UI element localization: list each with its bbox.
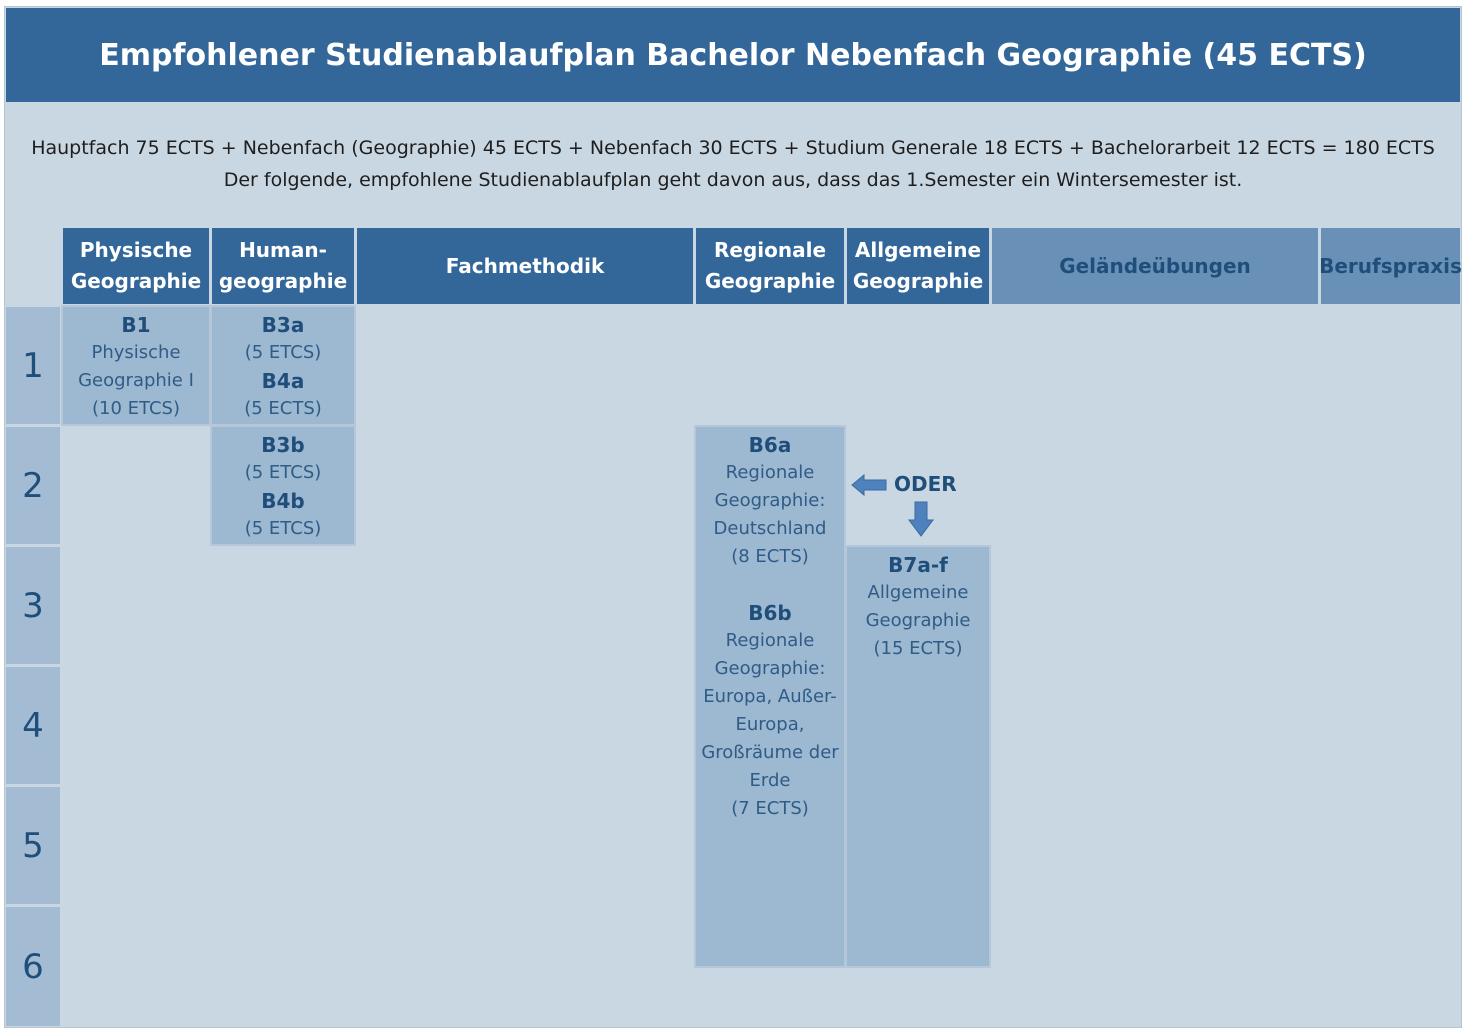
semester-1: 1 [6,307,60,424]
semester-4: 4 [6,667,60,784]
module-line: Regionale [725,462,815,483]
module-code: B3a [261,313,305,337]
header-human-line2: geographie [218,269,348,293]
module-b7 [845,545,991,968]
semester-3: 3 [6,547,60,664]
module-code: B4a [261,369,305,393]
module-line: Geographie: [714,490,826,511]
header-human-line1: Human- [239,238,327,262]
header-fachmethodik: Fachmethodik [357,228,693,304]
semester-2: 2 [6,427,60,544]
module-line: Regionale [725,630,815,651]
module-line: Europa, Außer- [703,686,837,707]
module-b3b-b4b [210,425,356,546]
module-line: Allgemeine [867,582,969,603]
semester-6: 6 [6,907,60,1026]
module-line: Physische [91,342,181,363]
module-code: B4b [261,489,305,513]
module-b6 [694,425,846,968]
page-title: Empfohlener Studienablaufplan Bachelor Nebenfach Geographie (45 ECTS) [6,8,1460,102]
module-ects: (5 ETCS) [244,342,322,363]
header-regionale-line2: Geographie [704,269,836,293]
module-ects: (5 ETCS) [244,518,322,539]
module-code: B1 [121,313,151,337]
module-ects: (15 ECTS) [873,638,963,659]
module-spacer [696,571,844,599]
header-gelaendeuebungen: Geländeübungen [992,228,1318,304]
module-code: B7a-f [888,553,948,577]
oder-label: ODER [894,472,957,496]
semester-5: 5 [6,787,60,904]
module-line: Großräume der [701,742,839,763]
module-ects: (7 ECTS) [731,798,809,819]
module-code: B3b [261,433,305,457]
header-allgemeine-line1: Allgemeine [854,238,982,262]
module-line: Geographie [865,610,971,631]
header-regionale-line1: Regionale [713,238,827,262]
header-regionale-geographie [696,228,844,304]
header-berufspraxis: Berufspraxis [1321,228,1460,304]
header-allgemeine-geographie [847,228,989,304]
module-b1 [61,305,211,426]
module-b3a-b4a [210,305,356,426]
module-line: Erde [749,770,791,791]
header-physische-geographie [63,228,209,304]
header-physische-line1: Physische [79,238,193,262]
header-allgemeine-line2: Geographie [852,269,984,293]
module-ects: (8 ECTS) [731,546,809,567]
module-ects: (10 ETCS) [92,398,180,419]
header-humangeographie [212,228,354,304]
arrow-left-icon [850,473,888,497]
arrow-down-icon [907,500,935,538]
header-physische-line2: Geographie [70,269,202,293]
module-line: Geographie: [714,658,826,679]
module-ects: (5 ECTS) [244,398,322,419]
module-line: Geographie I [78,370,194,391]
module-code: B6b [748,601,792,625]
module-line: Europa, [735,714,805,735]
module-code: B6a [748,433,792,457]
module-ects: (5 ETCS) [244,462,322,483]
subtitle-ects: Hauptfach 75 ECTS + Nebenfach (Geographie) 45 ECTS + Nebenfach 30 ECTS + Studium Generale 18 ECTS + Bachelorarbeit 12 ECTS = 180 ECTS [31,137,1435,159]
subtitle-note: Der folgende, empfohlene Studienablaufplan geht davon aus, dass das 1.Semester ein Wintersemester ist. [223,169,1243,191]
module-line: Deutschland [713,518,827,539]
